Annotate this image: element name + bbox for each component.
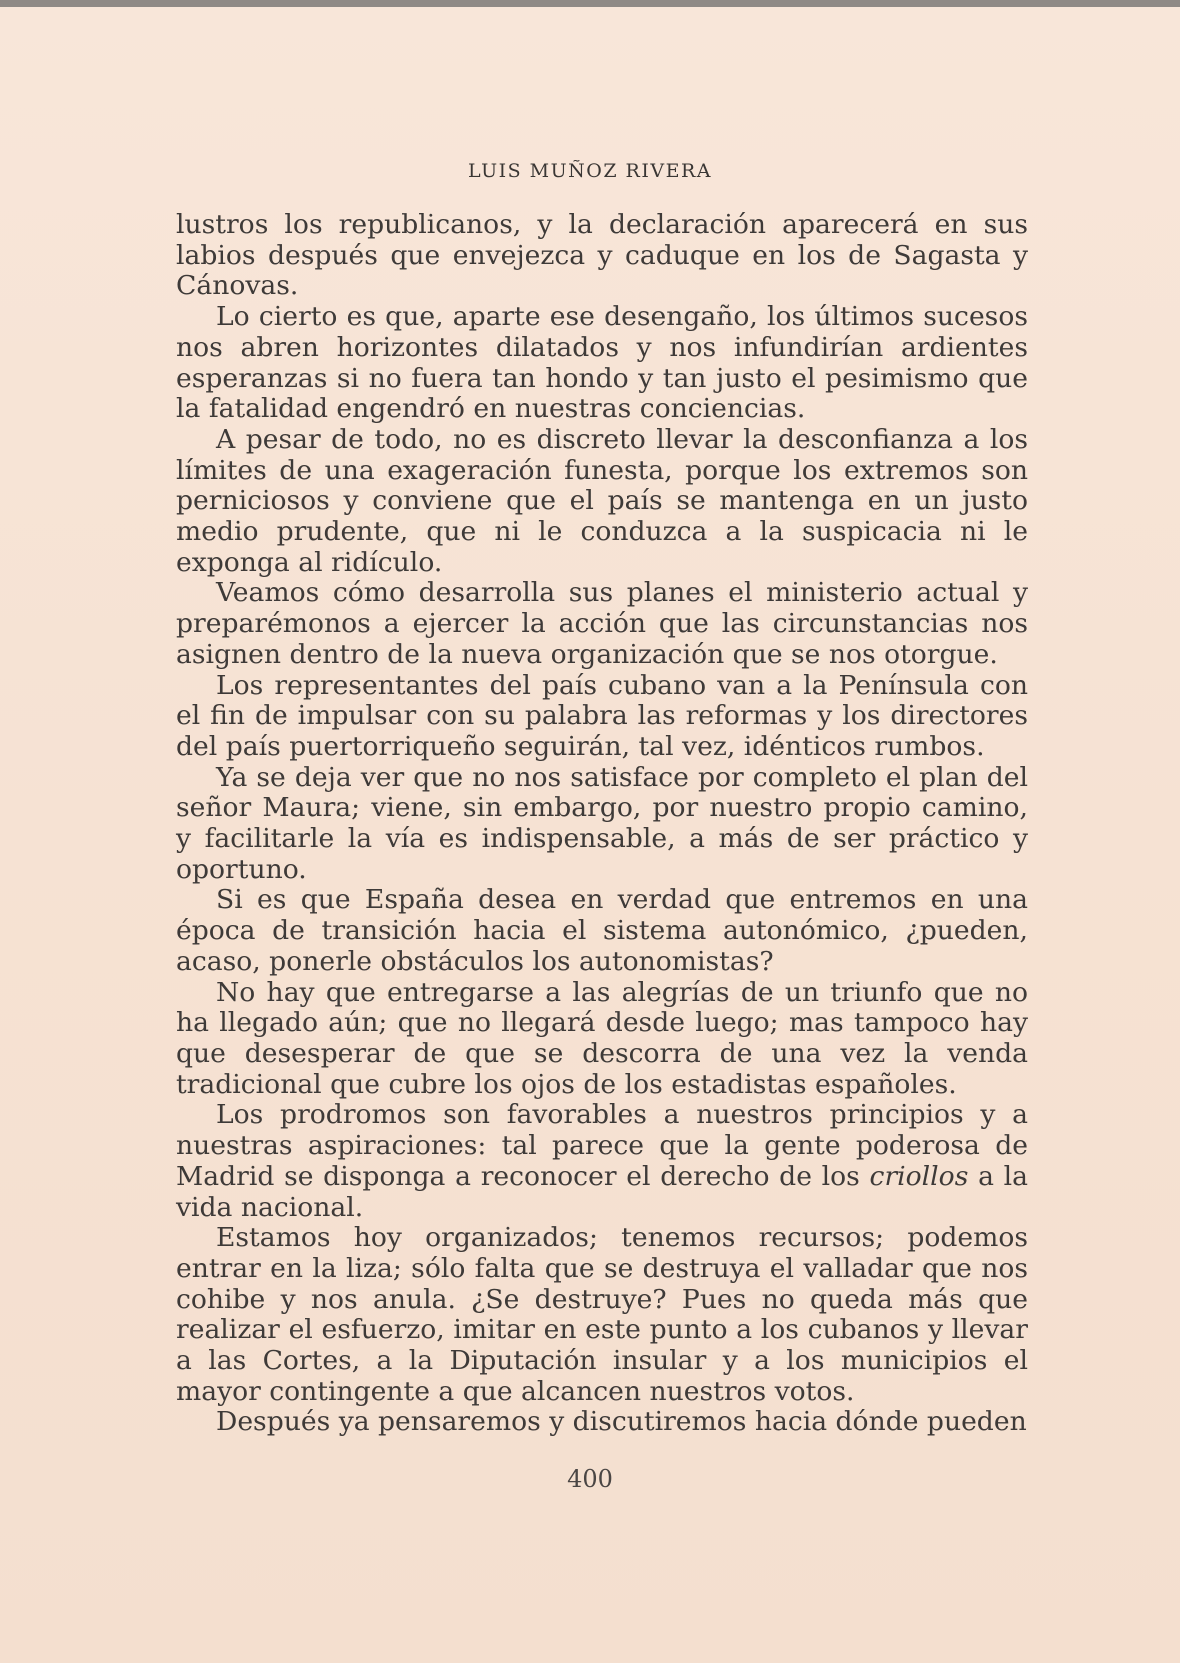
italic-word: criollos <box>869 1160 969 1192</box>
paragraph-text-after-italic: a la vida nacional. <box>176 1160 1028 1223</box>
scan-edge-rule <box>0 0 1180 7</box>
paragraph-text-before-italic: Los prodromos son favorables a nuestros principios y a nuestras aspiraciones: tal parece que la gente poderosa de Madrid se disponga a reconocer el derecho de los <box>176 1099 1028 1192</box>
running-head: LUIS MUÑOZ RIVERA <box>468 160 712 182</box>
paragraph: A pesar de todo, no es discreto llevar la desconfianza a los límites de una exageración funesta, porque los extremos son perniciosos y conviene que el país se mantenga en un justo medio prudente, que ni le conduzca a la suspicacia ni le exponga al ridículo. <box>176 423 1028 578</box>
paragraph: Veamos cómo desarrolla sus planes el ministerio actual y preparémonos a ejercer la acción que las circunstancias nos asignen dentro de la nueva organización que se nos otorgue. <box>176 577 1028 670</box>
paragraph <box>176 1100 1028 1223</box>
paragraph: Ya se deja ver que no nos satisface por completo el plan del señor Maura; viene, sin embargo, por nuestro propio camino, y facilitarle la vía es indispensable, a más de ser práctico y oportuno. <box>176 761 1028 885</box>
body-text <box>176 210 1028 1438</box>
paragraph: Si es que España desea en verdad que entremos en una época de transición hacia el sistema autonómico, ¿pueden, acaso, ponerle obstáculos los autonomistas? <box>176 884 1028 977</box>
page-number: 400 <box>567 1465 613 1493</box>
paragraph: No hay que entregarse a las alegrías de un triunfo que no ha llegado aún; que no llegará desde luego; mas tampoco hay que desesperar de que se descorra de una vez la venda tradicional que cubre los ojos de los estadistas españoles. <box>176 976 1028 1100</box>
paragraph: Los representantes del país cubano van a la Península con el fin de impulsar con su palabra las reformas y los directores del país puertorriqueño seguirán, tal vez, idénticos rumbos. <box>176 669 1028 762</box>
paragraph: lustros los republicanos, y la declaración aparecerá en sus labios después que envejezca y caduque en los de Sagasta y Cánovas. <box>176 209 1028 302</box>
paragraph: Estamos hoy organizados; tenemos recursos; podemos entrar en la liza; sólo falta que se destruya el valladar que nos cohibe y nos anula. ¿Se destruye? Pues no queda más que realizar el esfuerzo, imitar en este punto a los cubanos y llevar a las Cortes, a la Diputación insular y a los municipios el mayor contingente a que alcancen nuestros votos. <box>176 1222 1028 1407</box>
paragraph: Lo cierto es que, aparte ese desengaño, los últimos sucesos nos abren horizontes dilatados y nos infundirían ardientes esperanzas si no fuera tan hondo y tan justo el pesimismo que la fatalidad engendró en nuestras conciencias. <box>176 301 1028 425</box>
paragraph: Después ya pensaremos y discutiremos hacia dónde pueden <box>216 1406 1027 1438</box>
